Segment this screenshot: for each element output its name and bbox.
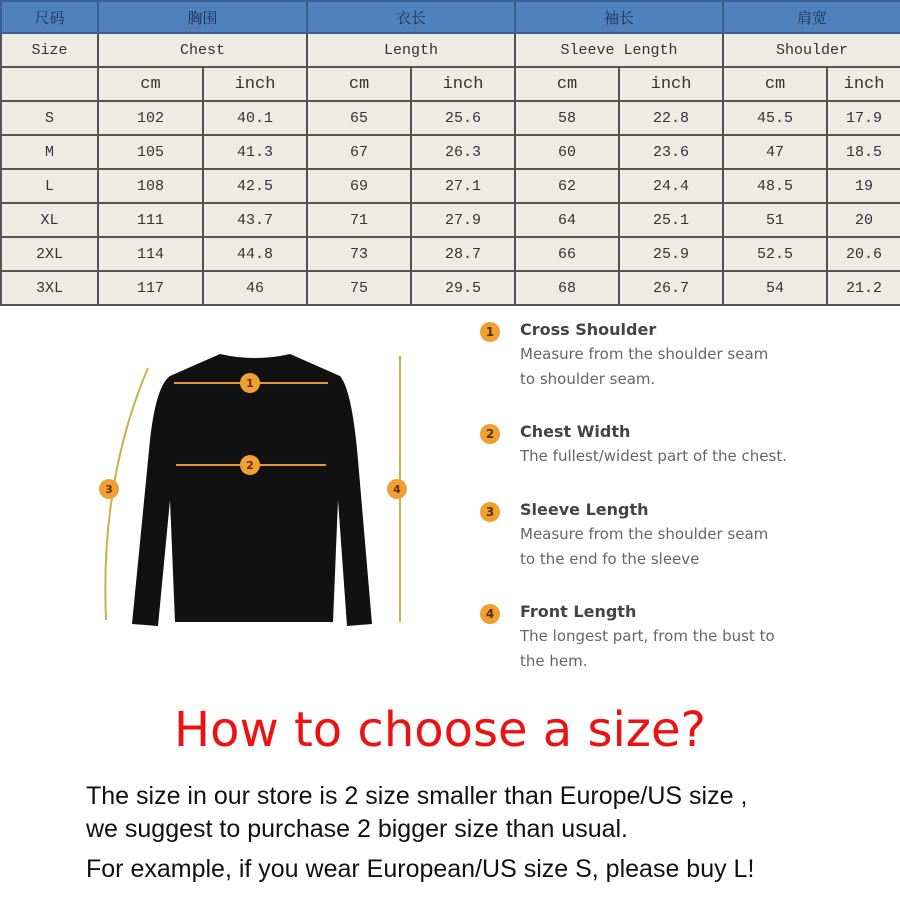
table-cell: 27.1 [411,169,515,203]
legend-desc: to shoulder seam. [520,370,656,388]
table-cell: 24.4 [619,169,723,203]
unit-cell: inch [827,67,900,101]
table-cell: 60 [515,135,619,169]
table-cell: 20.6 [827,237,900,271]
table-cell: 67 [307,135,411,169]
note-line: we suggest to purchase 2 bigger size than usual. [86,815,629,843]
number-badge-icon: 3 [480,502,500,522]
table-cell: 47 [723,135,827,169]
unit-cell: inch [203,67,307,101]
header-en: Chest [98,33,307,67]
table-row [1,203,900,237]
table-cell: 71 [307,203,411,237]
legend-desc: the hem. [520,652,588,670]
marker-label: 3 [105,483,113,496]
legend-item [480,318,768,392]
table-cell: 18.5 [827,135,900,169]
table-cell: 108 [98,169,203,203]
legend-desc: to the end fo the sleeve [520,550,700,568]
table-cell: 26.7 [619,271,723,305]
unit-cell: cm [515,67,619,101]
header-cn: 袖长 [515,1,723,33]
table-cell: 52.5 [723,237,827,271]
table-cell: 46 [203,271,307,305]
unit-cell: cm [98,67,203,101]
table-row [1,135,900,169]
table-cell: 48.5 [723,169,827,203]
table-cell: 58 [515,101,619,135]
unit-cell: inch [411,67,515,101]
legend-desc: Measure from the shoulder seam [520,525,769,543]
table-cell: 117 [98,271,203,305]
table-cell: 17.9 [827,101,900,135]
table-cell: 54 [723,271,827,305]
table-cell: 43.7 [203,203,307,237]
table-cell: 111 [98,203,203,237]
legend-title: Cross Shoulder [520,320,657,339]
marker-label: 2 [246,459,254,472]
header-en: Length [307,33,515,67]
sweater-diagram [90,340,420,640]
size-cell: 2XL [1,237,98,271]
table-cell: 45.5 [723,101,827,135]
header-cn: 肩宽 [723,1,900,33]
header-en: Sleeve Length [515,33,723,67]
table-cell: 75 [307,271,411,305]
legend-title: Chest Width [520,422,631,441]
table-row [1,271,900,305]
unit-row [1,67,900,101]
table-cell: 29.5 [411,271,515,305]
table-cell: 65 [307,101,411,135]
header-cn: 尺码 [1,1,98,33]
legend-title: Front Length [520,602,637,621]
legend-desc: The longest part, from the bust to [520,627,775,645]
table-cell: 25.1 [619,203,723,237]
table-cell: 41.3 [203,135,307,169]
table-cell: 40.1 [203,101,307,135]
table-cell: 21.2 [827,271,900,305]
note-line: The size in our store is 2 size smaller than Europe/US size , [86,782,748,810]
table-row [1,101,900,135]
legend-item [480,600,775,674]
table-cell: 51 [723,203,827,237]
note-line: For example, if you wear European/US size S, please buy L! [86,855,755,883]
legend-desc: Measure from the shoulder seam [520,345,769,363]
table-cell: 66 [515,237,619,271]
table-cell: 23.6 [619,135,723,169]
legend-title: Sleeve Length [520,500,649,519]
unit-cell: cm [307,67,411,101]
table-row [1,237,900,271]
header-cn: 衣长 [307,1,515,33]
table-cell: 102 [98,101,203,135]
marker-label: 4 [393,483,401,496]
sweater-image [132,354,372,626]
table-cell: 19 [827,169,900,203]
table-cell: 28.7 [411,237,515,271]
header-en: Shoulder [723,33,900,67]
table-cell: 105 [98,135,203,169]
size-cell: M [1,135,98,169]
table-cell: 27.9 [411,203,515,237]
header-cn: 胸围 [98,1,307,33]
size-cell: L [1,169,98,203]
table-cell: 20 [827,203,900,237]
table-cell: 68 [515,271,619,305]
empty-cell [1,67,98,101]
table-cell: 42.5 [203,169,307,203]
legend-desc: The fullest/widest part of the chest. [520,447,788,465]
table-row [1,169,900,203]
table-cell: 62 [515,169,619,203]
size-cell: 3XL [1,271,98,305]
size-cell: S [1,101,98,135]
header-row-cn [1,1,900,33]
number-badge-icon: 4 [480,604,500,624]
table-cell: 25.9 [619,237,723,271]
table-cell: 26.3 [411,135,515,169]
legend-item [480,420,787,469]
table-cell: 69 [307,169,411,203]
unit-cell: inch [619,67,723,101]
table-cell: 73 [307,237,411,271]
table-cell: 44.8 [203,237,307,271]
table-cell: 64 [515,203,619,237]
size-chart-table [0,0,900,306]
number-badge-icon: 1 [480,322,500,342]
unit-cell: cm [723,67,827,101]
marker-label: 1 [246,377,254,390]
table-cell: 25.6 [411,101,515,135]
header-en: Size [1,33,98,67]
header-row-en [1,33,900,67]
table-cell: 114 [98,237,203,271]
heading: How to choose a size? [174,702,706,758]
number-badge-icon: 2 [480,424,500,444]
size-cell: XL [1,203,98,237]
legend-item [480,498,768,572]
table-cell: 22.8 [619,101,723,135]
